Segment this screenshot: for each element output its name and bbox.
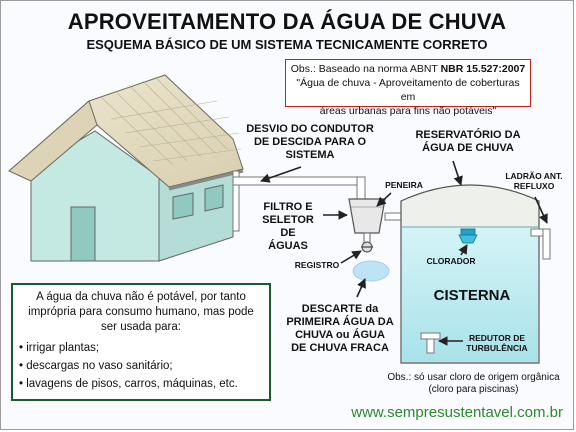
norm-code: NBR 15.527:2007: [440, 63, 526, 75]
page-subtitle: ESQUEMA BÁSICO DE UM SISTEMA TECNICAMENTE CORRETO: [86, 37, 488, 52]
usage-intro: A água da chuva não é potável, por tanto imprópria para consumo humano, mas pode ser usada para:: [28, 291, 254, 333]
label-descarte: [277, 303, 403, 355]
usage-list: [19, 341, 263, 392]
label-redutor-line-2: TURBULÊNCIA: [466, 343, 528, 353]
label-cisterna: CISTERNA: [433, 287, 511, 304]
label-peneira: PENEIRA: [385, 180, 423, 190]
house-window-2: [205, 185, 223, 211]
label-ladrao-line-2: REFLUXO: [513, 181, 555, 191]
label-ladrao: [497, 171, 571, 191]
label-desvio-line-2: DE DESCIDA PARA O: [253, 136, 367, 148]
label-redutor-line-1: REDUTOR DE: [468, 333, 526, 343]
house-window-1: [173, 193, 193, 219]
label-reservatorio-line-1: RESERVATÓRIO DA: [415, 129, 521, 141]
norm-line-3: áreas urbanas para fins não potáveis": [319, 105, 497, 117]
label-filtro-line-3: ÁGUAS: [268, 240, 308, 252]
label-reservatorio-line-2: ÁGUA DE CHUVA: [422, 142, 514, 154]
chlorinator: [459, 229, 477, 243]
label-desvio-line-1: DESVIO DO CONDUTOR: [246, 123, 374, 135]
discard-splash: [353, 261, 389, 281]
filter-selector: [349, 199, 385, 252]
label-filtro-line-1: FILTRO E: [263, 201, 313, 213]
label-desvio: [235, 123, 385, 162]
usage-item: • descargas no vaso sanitário;: [19, 359, 263, 374]
label-descarte-line-4: DE CHUVA FRACA: [291, 342, 389, 354]
house: [9, 75, 243, 261]
label-ladrao-line-1: LADRÃO ANT.: [505, 171, 563, 181]
label-filtro: [253, 201, 323, 253]
label-descarte-line-3: CHUVA ou ÁGUA: [295, 329, 385, 341]
usage-item: • lavagens de pisos, carros, máquinas, etc.: [19, 377, 263, 392]
house-door: [71, 207, 95, 261]
label-descarte-line-1: DESCARTE da: [301, 303, 379, 315]
norm-line-2: "Água de chuva - Aproveitamento de coberturas em: [296, 77, 520, 103]
label-clorador: CLORADOR: [426, 256, 476, 266]
chlorine-note: Obs.: só usar cloro de origem orgânica (cloro para piscinas): [387, 372, 560, 395]
usage-info-box: [11, 283, 271, 401]
norm-prefix: Obs.: Baseado na norma ABNT: [290, 63, 441, 75]
usage-item: • irrigar plantas;: [19, 341, 263, 356]
diversion-pipe: [233, 177, 365, 199]
label-registro: REGISTRO: [294, 260, 340, 270]
page-title: APROVEITAMENTO DA ÁGUA DE CHUVA: [67, 9, 507, 34]
label-filtro-line-2: SELETOR DE: [262, 214, 314, 239]
label-desvio-line-3: SISTEMA: [285, 149, 335, 161]
label-reservatorio: [409, 129, 527, 155]
website-link[interactable]: www.sempresustentavel.com.br: [351, 404, 563, 421]
label-redutor: [457, 333, 537, 353]
label-descarte-line-2: PRIMEIRA ÁGUA DA: [286, 316, 394, 328]
